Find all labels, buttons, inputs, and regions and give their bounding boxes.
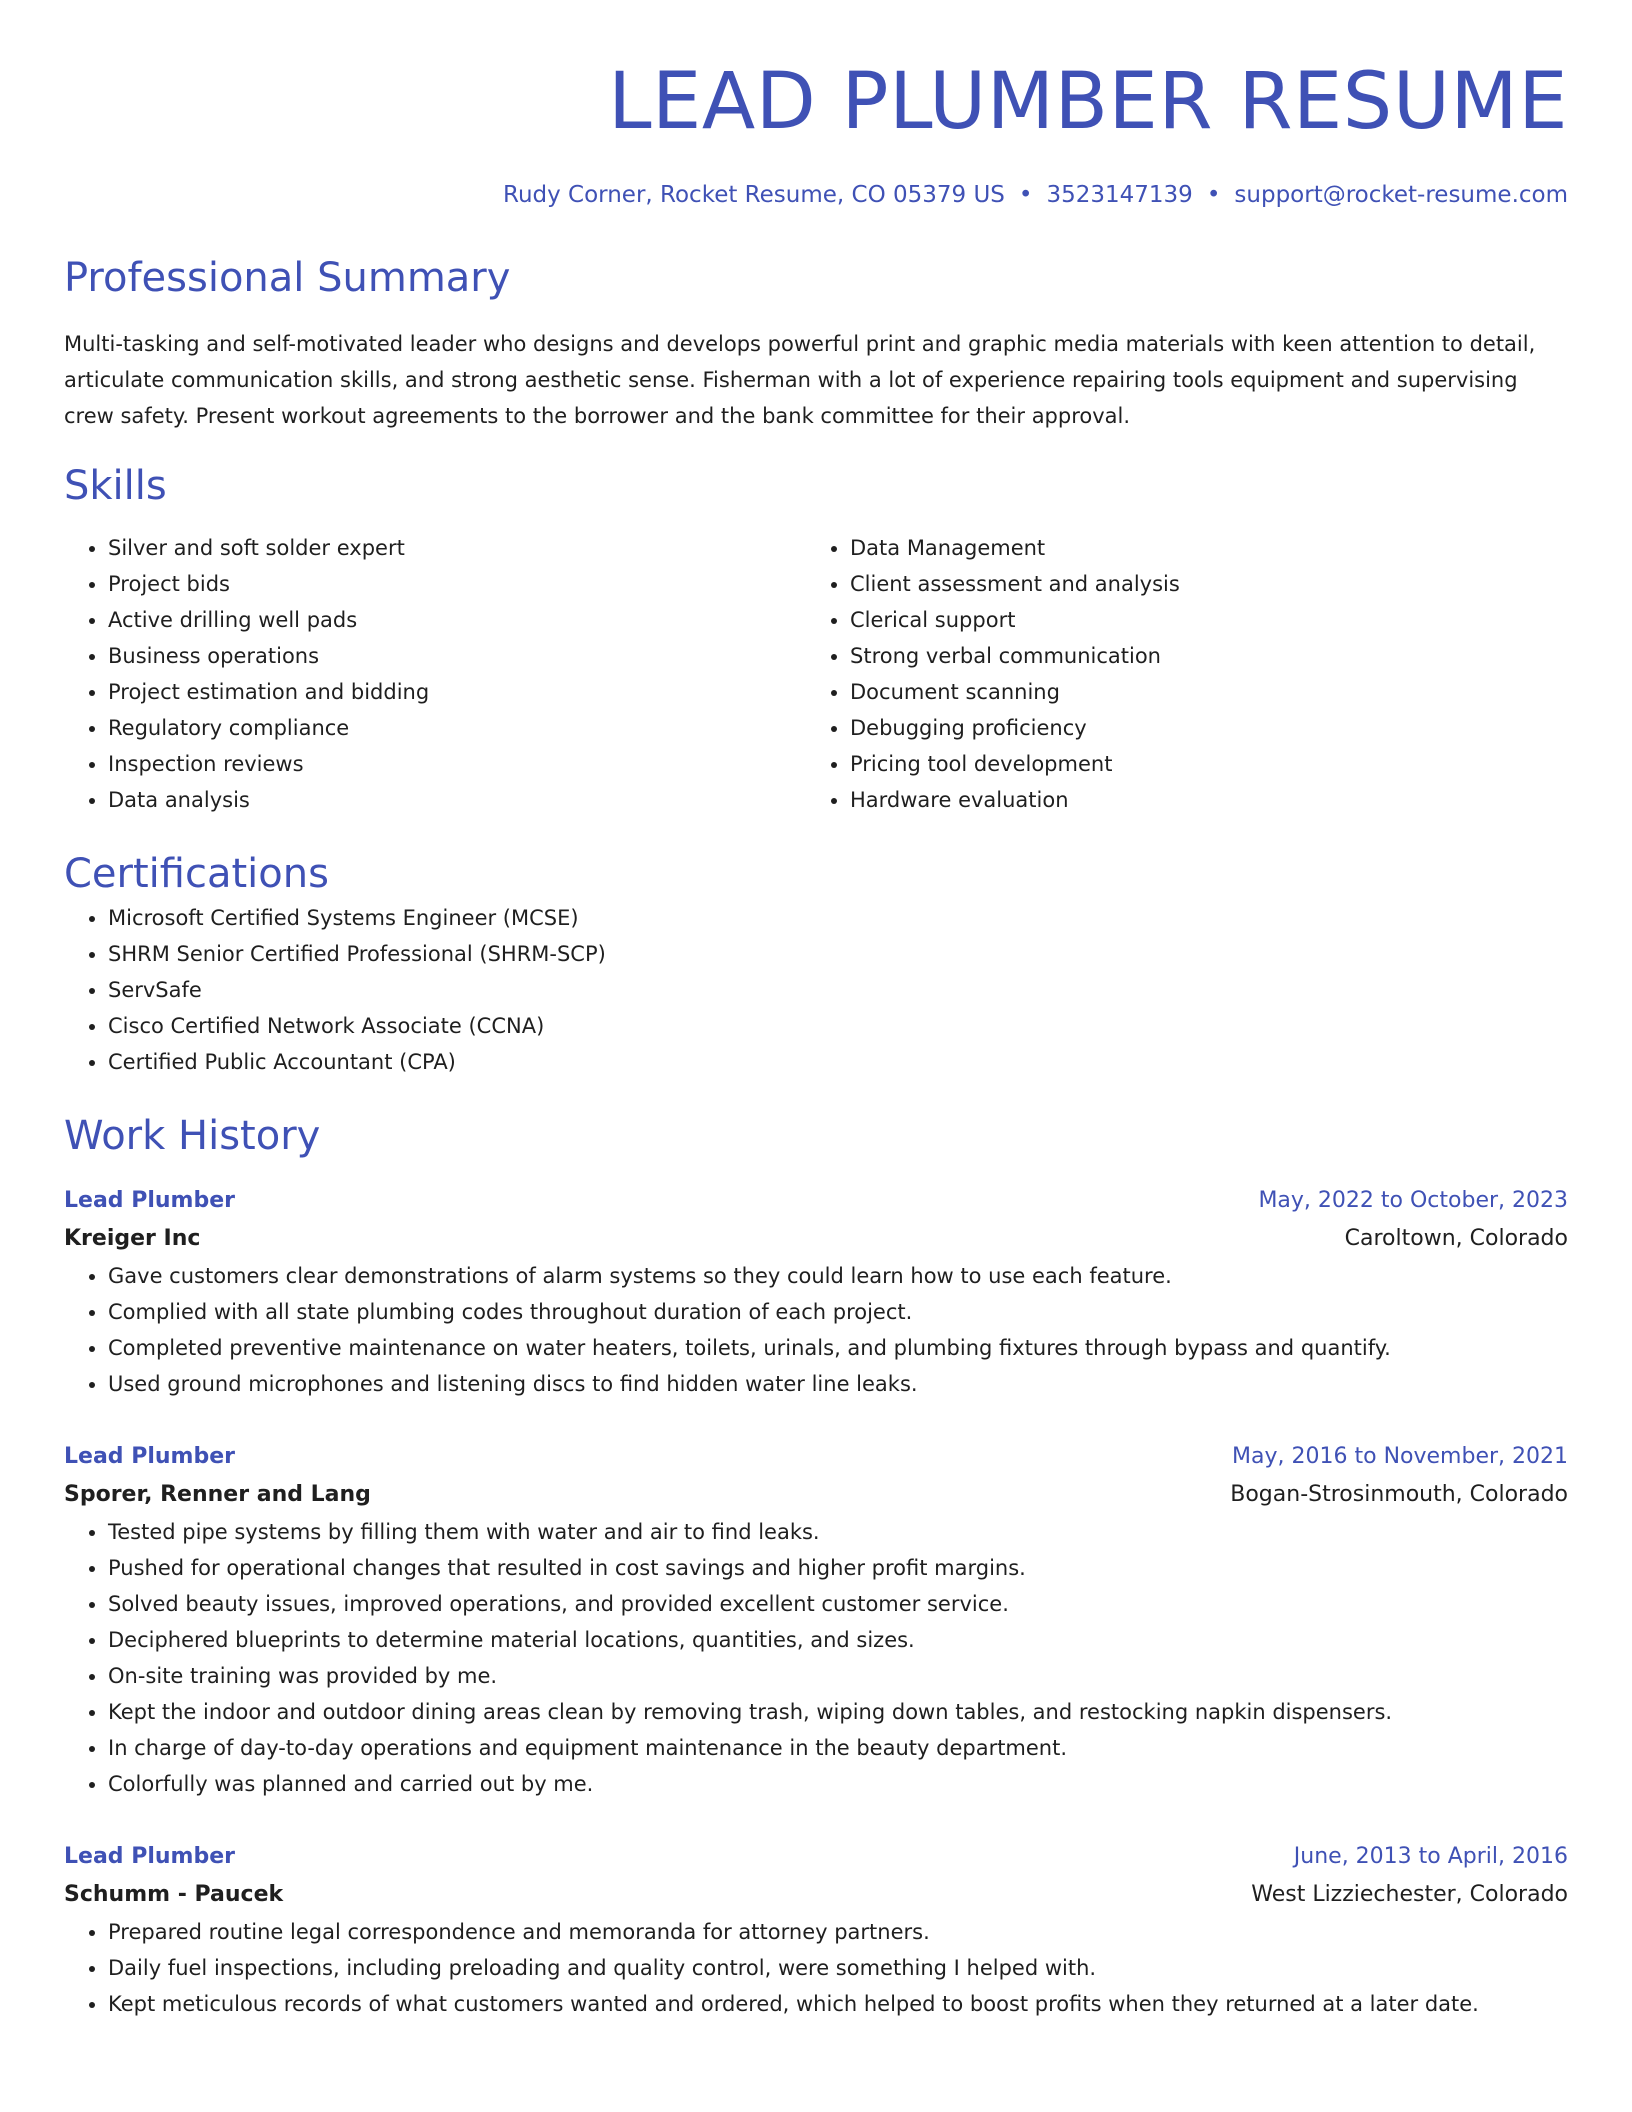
job-location: Bogan-Strosinmouth, Colorado bbox=[1230, 1482, 1568, 1507]
skills-heading: Skills bbox=[64, 463, 167, 509]
job-title: Lead Plumber bbox=[64, 1844, 235, 1869]
job-duty-item: • Completed preventive maintenance on water heaters, toilets, urinals, and plumbing fixtures through bypass and quantify. bbox=[108, 1330, 1568, 1366]
skill-item: • Client assessment and analysis bbox=[850, 566, 1548, 602]
certifications-heading: Certifications bbox=[64, 851, 329, 897]
job-duty-item: • Gave customers clear demonstrations of alarm systems so they could learn how to use each feature. bbox=[108, 1258, 1568, 1294]
skills-grid bbox=[64, 530, 1568, 818]
job-duties-list bbox=[64, 1914, 1568, 2022]
skills-column-right bbox=[806, 530, 1548, 818]
contact-email: support@rocket-resume.com bbox=[1234, 182, 1568, 208]
resume-title: LEAD PLUMBER RESUME bbox=[608, 57, 1568, 147]
certification-item: • Certified Public Accountant (CPA) bbox=[108, 1044, 1568, 1080]
job-title: Lead Plumber bbox=[64, 1188, 235, 1213]
job-duty-item: • Used ground microphones and listening discs to find hidden water line leaks. bbox=[108, 1366, 1568, 1402]
job-duties-list bbox=[64, 1514, 1568, 1802]
job-company: Kreiger Inc bbox=[64, 1226, 201, 1251]
contact-phone: 3523147139 bbox=[1046, 182, 1193, 208]
job-dates: May, 2016 to November, 2021 bbox=[1232, 1444, 1568, 1469]
skill-item: • Pricing tool development bbox=[850, 746, 1548, 782]
skill-item: • Document scanning bbox=[850, 674, 1548, 710]
skill-item: • Active drilling well pads bbox=[108, 602, 806, 638]
skills-list-left bbox=[64, 530, 806, 818]
job-duty-item: • Daily fuel inspections, including preloading and quality control, were something I helped with. bbox=[108, 1950, 1568, 1986]
contact-separator: • bbox=[1206, 182, 1221, 208]
skill-item: • Silver and soft solder expert bbox=[108, 530, 806, 566]
job-duty-item: • On-site training was provided by me. bbox=[108, 1658, 1568, 1694]
job-header-row bbox=[64, 1182, 1568, 1220]
job-company-row bbox=[64, 1876, 1568, 1914]
job-duty-item: • Kept the indoor and outdoor dining areas clean by removing trash, wiping down tables, and restocking napkin dispensers. bbox=[108, 1694, 1568, 1730]
skill-item: • Regulatory compliance bbox=[108, 710, 806, 746]
job-entry bbox=[64, 1838, 1568, 2022]
job-header-row bbox=[64, 1438, 1568, 1476]
certification-item: • ServSafe bbox=[108, 972, 1568, 1008]
job-company: Sporer, Renner and Lang bbox=[64, 1482, 371, 1507]
job-duty-item: • Pushed for operational changes that resulted in cost savings and higher profit margins. bbox=[108, 1550, 1568, 1586]
certification-item: • Microsoft Certified Systems Engineer (MCSE) bbox=[108, 900, 1568, 936]
job-duties-list bbox=[64, 1258, 1568, 1402]
job-dates: May, 2022 to October, 2023 bbox=[1258, 1188, 1568, 1213]
summary-heading: Professional Summary bbox=[64, 255, 511, 301]
work-history-heading: Work History bbox=[64, 1113, 321, 1159]
skills-list-right bbox=[806, 530, 1548, 818]
job-location: Caroltown, Colorado bbox=[1344, 1226, 1568, 1251]
job-location: West Lizziechester, Colorado bbox=[1251, 1882, 1568, 1907]
skill-item: • Project bids bbox=[108, 566, 806, 602]
job-dates: June, 2013 to April, 2016 bbox=[1293, 1844, 1568, 1869]
job-entry bbox=[64, 1182, 1568, 1402]
job-duty-item: • Solved beauty issues, improved operations, and provided excellent customer service. bbox=[108, 1586, 1568, 1622]
skill-item: • Debugging proficiency bbox=[850, 710, 1548, 746]
summary-text: Multi-tasking and self-motivated leader who designs and develops powerful print and graphic media materials with keen attention to detail, articulate communication skills, and strong aesthetic sense. Fisherman with a lot of experience repairing tools equipment and supervising crew safety. Present workout agreements to the borrower and the bank committee for their approval. bbox=[64, 332, 1536, 428]
contact-separator: • bbox=[1018, 182, 1033, 208]
job-duty-item: • Deciphered blueprints to determine material locations, quantities, and sizes. bbox=[108, 1622, 1568, 1658]
job-duty-item: • Colorfully was planned and carried out by me. bbox=[108, 1766, 1568, 1802]
job-company: Schumm - Paucek bbox=[64, 1882, 284, 1907]
contact-line bbox=[64, 178, 1568, 212]
job-duty-item: • In charge of day-to-day operations and equipment maintenance in the beauty department. bbox=[108, 1730, 1568, 1766]
skill-item: • Business operations bbox=[108, 638, 806, 674]
certification-item: • Cisco Certified Network Associate (CCNA) bbox=[108, 1008, 1568, 1044]
skill-item: • Clerical support bbox=[850, 602, 1548, 638]
skill-item: • Inspection reviews bbox=[108, 746, 806, 782]
skill-item: • Data analysis bbox=[108, 782, 806, 818]
job-duty-item: • Kept meticulous records of what customers wanted and ordered, which helped to boost profits when they returned at a later date. bbox=[108, 1986, 1568, 2022]
skill-item: • Data Management bbox=[850, 530, 1548, 566]
certification-item: • SHRM Senior Certified Professional (SHRM-SCP) bbox=[108, 936, 1568, 972]
job-company-row bbox=[64, 1220, 1568, 1258]
skill-item: • Project estimation and bidding bbox=[108, 674, 806, 710]
resume-page bbox=[64, 0, 1568, 2022]
job-company-row bbox=[64, 1476, 1568, 1514]
skill-item: • Strong verbal communication bbox=[850, 638, 1548, 674]
contact-address: Rudy Corner, Rocket Resume, CO 05379 US bbox=[503, 182, 1005, 208]
certifications-list bbox=[64, 900, 1568, 1080]
job-duty-item: • Prepared routine legal correspondence and memoranda for attorney partners. bbox=[108, 1914, 1568, 1950]
job-entry bbox=[64, 1438, 1568, 1802]
job-title: Lead Plumber bbox=[64, 1444, 235, 1469]
job-duty-item: • Complied with all state plumbing codes throughout duration of each project. bbox=[108, 1294, 1568, 1330]
job-header-row bbox=[64, 1838, 1568, 1876]
skills-column-left bbox=[64, 530, 806, 818]
job-duty-item: • Tested pipe systems by filling them with water and air to find leaks. bbox=[108, 1514, 1568, 1550]
skill-item: • Hardware evaluation bbox=[850, 782, 1548, 818]
